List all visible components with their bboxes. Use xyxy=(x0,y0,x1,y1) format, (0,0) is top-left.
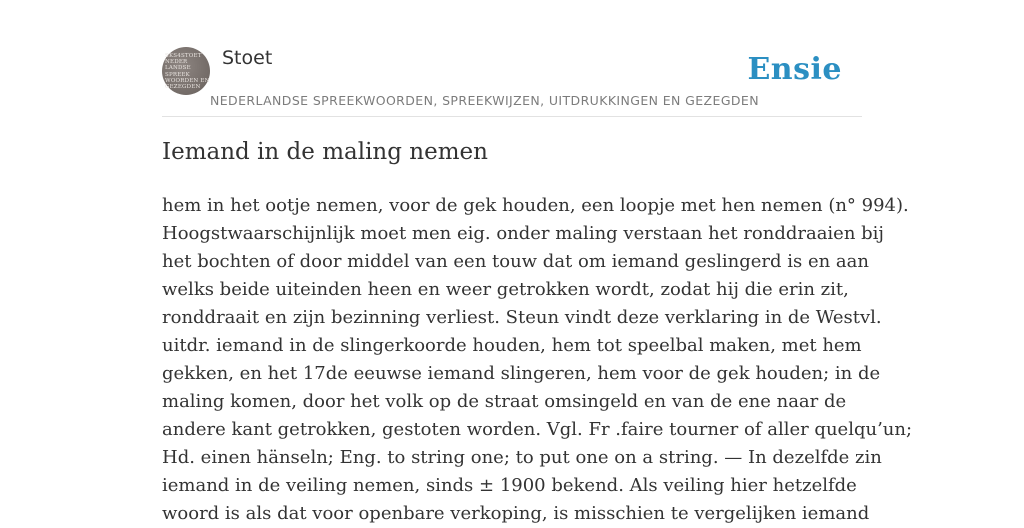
avatar-line: LANDSE xyxy=(165,65,191,72)
body-line: Hd. einen hänseln; Eng. to string one; to put one on a string. — In dezelfde zin xyxy=(162,447,882,468)
avatar-line: WOORDEN EN xyxy=(165,77,210,84)
body-line: andere kant getrokken, gestoten worden. Vgl. Fr .faire tourner of aller quelqu’un; xyxy=(162,419,913,440)
body-line: iemand in de veiling nemen, sinds ± 1900 bekend. Als veiling hier hetzelfde xyxy=(162,475,857,496)
entry-title: Iemand in de maling nemen xyxy=(162,139,488,165)
body-line: hem in het ootje nemen, voor de gek houden, een loopje met hen nemen (n° 994). xyxy=(162,195,909,216)
body-line: Hoogstwaarschijnlijk moet men eig. onder maling verstaan het ronddraaien bij xyxy=(162,223,885,244)
body-line: maling komen, door het volk op de straat omsingeld en van de ene naar de xyxy=(162,391,847,412)
ensie-logo[interactable]: Ensie xyxy=(747,52,842,87)
author-avatar[interactable] xyxy=(162,47,210,95)
body-line: uitdr. iemand in de slingerkoorde houden, hem tot speelbal maken, met hem xyxy=(162,335,862,356)
author-link[interactable]: Stoet xyxy=(222,47,273,69)
avatar-line: GEZEGDEN xyxy=(165,83,201,90)
entry-body xyxy=(162,192,913,528)
header xyxy=(162,46,862,117)
avatar-line: SKS4STOET xyxy=(165,53,202,59)
body-line: ronddraait en zijn bezinning verliest. Steun vindt deze verklaring in de Westvl. xyxy=(162,307,882,328)
body-line: gekken, en het 17de eeuwse iemand slingeren, hem voor de gek houden; in de xyxy=(162,363,881,384)
body-line: woord is als dat voor openbare verkoping, is misschien te vergelijken iemand xyxy=(162,503,870,524)
body-line: welks beide uiteinden heen en weer getrokken wordt, zodat hij die erin zit, xyxy=(162,279,849,300)
source-subtitle[interactable]: NEDERLANDSE SPREEKWOORDEN, SPREEKWIJZEN, UITDRUKKINGEN EN GEZEGDEN xyxy=(210,93,759,108)
body-line: het bochten of door middel van een touw dat om iemand geslingerd is en aan xyxy=(162,251,869,272)
avatar-text xyxy=(165,53,209,90)
avatar-line: NEDER xyxy=(165,59,188,66)
avatar-line: SPREEK xyxy=(165,71,190,78)
